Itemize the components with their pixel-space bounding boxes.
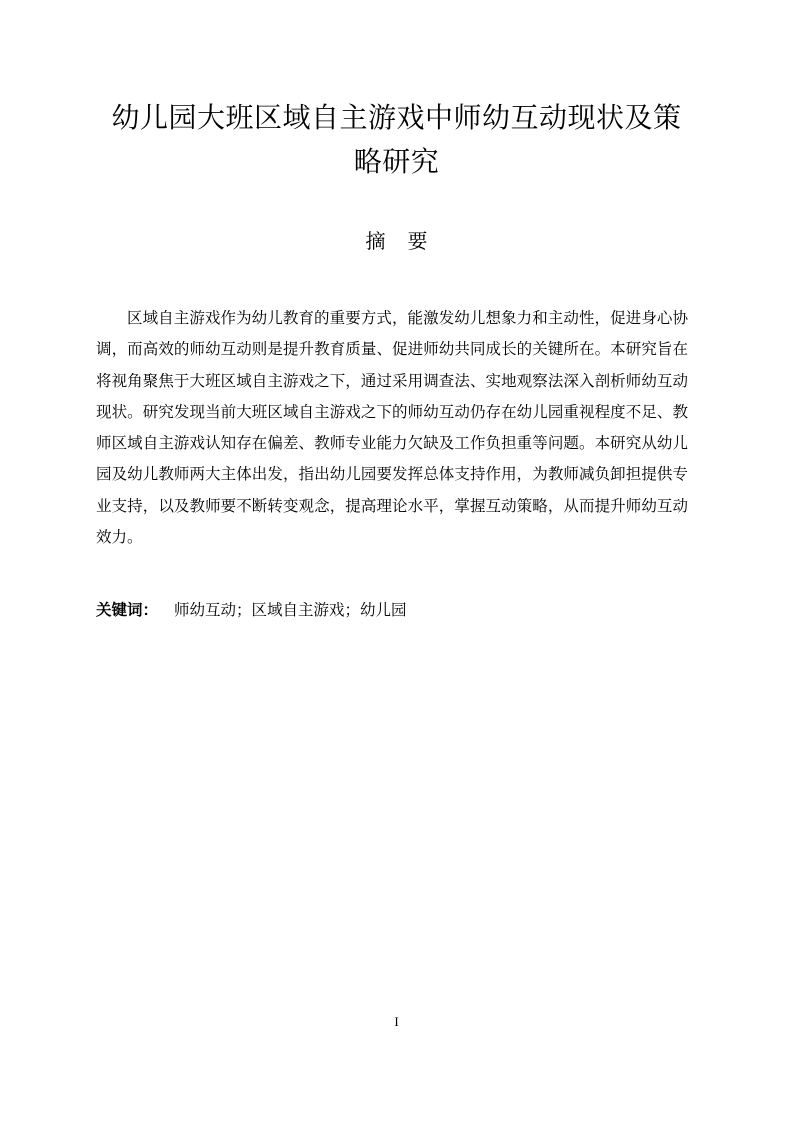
keywords	[96, 596, 696, 624]
abstract-heading-char-1: 摘	[365, 229, 386, 253]
page-number: I	[394, 1014, 399, 1029]
abstract-heading	[0, 226, 793, 256]
document-title	[90, 96, 703, 184]
abstract-heading-char-2: 要	[407, 229, 428, 253]
title-line-2: 略研究	[353, 145, 440, 178]
keywords-label: 关键词：	[96, 601, 159, 619]
abstract-body: 区域自主游戏作为幼儿教育的重要方式，能激发幼儿想象力和主动性，促进身心协调，而高效的师幼互动则是提升教育质量、促进师幼共同成长的关键所在。本研究旨在将视角聚焦于大班区域自主游戏之下，通过采用调查法、实地观察法深入剖析师幼互动现状。研究发现当前大班区域自主游戏之下的师幼互动仍存在幼儿园重视程度不足、教师区域自主游戏认知存在偏差、教师专业能力欠缺及工作负担重等问题。本研究从幼儿园及幼儿教师两大主体出发，指出幼儿园要发挥总体支持作用，为教师减负卸担提供专业支持，以及教师要不断转变观念，提高理论水平，掌握互动策略，从而提升师幼互动效力。	[96, 309, 688, 547]
keywords-value: 师幼互动；区域自主游戏；幼儿园	[174, 601, 407, 619]
title-line-1: 幼儿园大班区域自主游戏中师幼互动现状及策	[111, 101, 682, 134]
